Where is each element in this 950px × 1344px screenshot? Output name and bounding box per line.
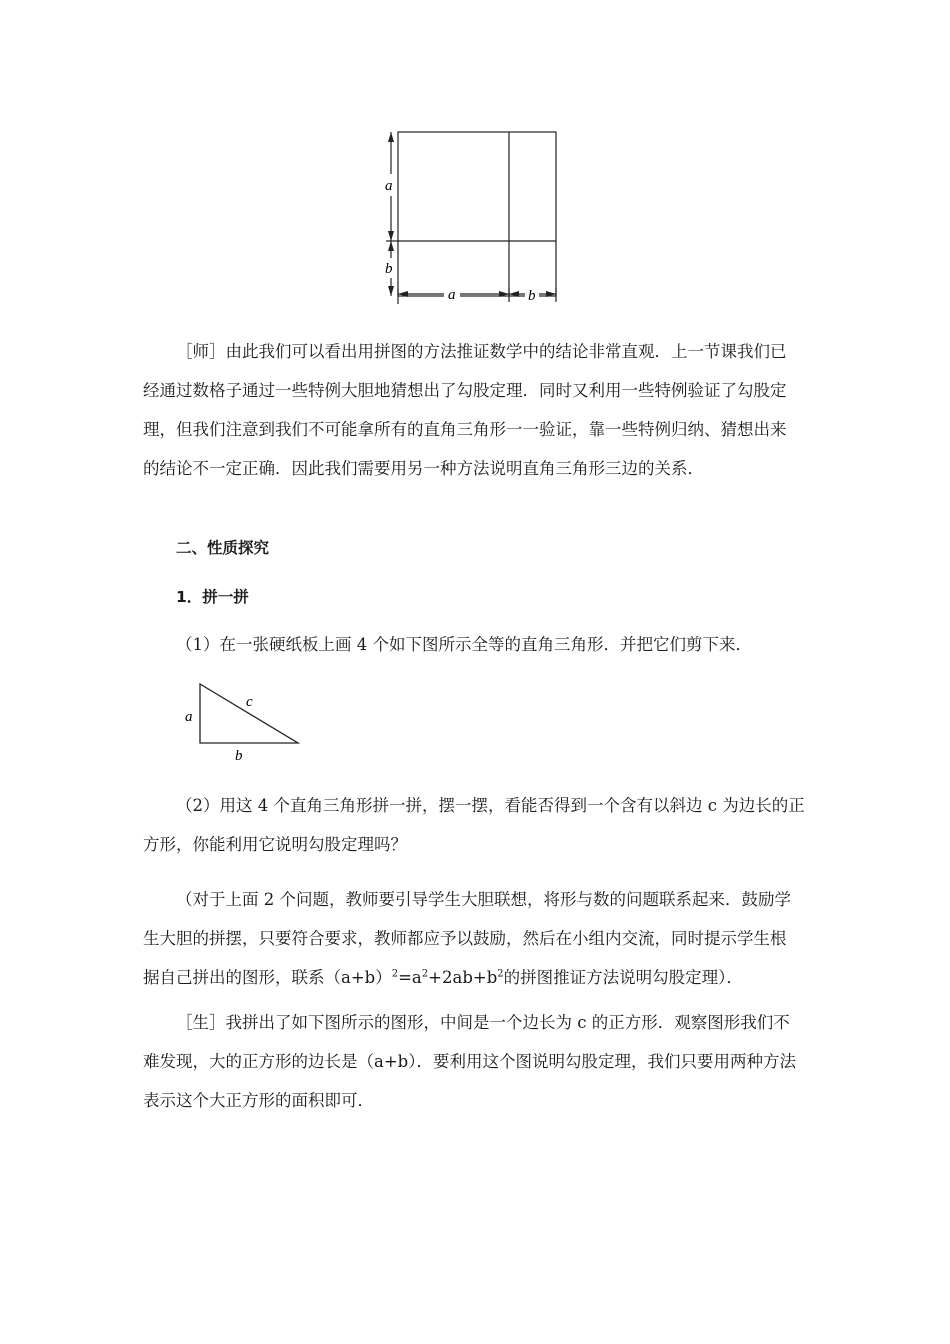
outer-square [398, 132, 556, 296]
teacher-paragraph [143, 332, 811, 488]
student-line: ［生］我拼出了如下图所示的图形，中间是一个边长为 c 的正方形．观察图形我们不 [176, 1013, 790, 1032]
teacher-note [143, 880, 811, 997]
student-line: 难发现，大的正方形的边长是（a+b）．要利用这个图说明勾股定理，我们只要用两种方法 [143, 1052, 796, 1071]
formula-part: =a [398, 968, 422, 987]
student-paragraph [143, 1003, 811, 1120]
label-b-bottom: b [528, 288, 536, 304]
label-a-bottom: a [448, 287, 456, 303]
note-line-formula [110, 958, 811, 997]
step-1-text: （1）在一张硬纸板上画 4 个如下图所示全等的直角三角形．并把它们剪下来． [176, 635, 752, 654]
arrow-up-icon [388, 241, 394, 251]
paragraph-line: ［师］由此我们可以看出用拼图的方法推证数学中的结论非常直观．上一节课我们已 [176, 342, 787, 361]
note-line: 生大胆的拼摆，只要符合要求，教师都应予以鼓励，然后在小组内交流，同时提示学生根 [143, 929, 787, 948]
formula-suffix: 的拼图推证方法说明勾股定理）． [503, 968, 743, 987]
step-2-line: 方形，你能利用它说明勾股定理吗？ [143, 835, 407, 854]
right-triangle [200, 684, 298, 743]
label-a: a [185, 709, 193, 725]
label-b-left: b [385, 261, 393, 277]
superscript: 2 [421, 968, 429, 980]
formula-prefix: 据自己拼出的图形，联系（a+b） [143, 968, 392, 987]
arrow-down-icon [388, 231, 394, 241]
paragraph-line: 的结论不一定正确．因此我们需要用另一种方法说明直角三角形三边的关系． [143, 459, 704, 478]
square-partition-figure [378, 122, 568, 308]
note-line: （对于上面 2 个问题，教师要引导学生大胆联想，将形与数的问题联系起来．鼓励学 [176, 890, 791, 909]
label-b: b [235, 748, 243, 764]
subsection-heading: 1．拼一拼 [176, 588, 249, 606]
right-triangle-figure [180, 678, 310, 768]
label-a-left: a [385, 178, 393, 194]
superscript: 2 [391, 968, 399, 980]
step-2-line: （2）用这 4 个直角三角形拼一拼，摆一摆，看能否得到一个含有以斜边 c 为边长的正 [176, 796, 805, 815]
step-2 [143, 786, 811, 864]
arrow-down-icon [388, 286, 394, 296]
step-1 [143, 625, 811, 664]
superscript: 2 [497, 968, 504, 980]
label-c: c [246, 694, 253, 710]
student-line: 表示这个大正方形的面积即可． [143, 1091, 374, 1110]
formula-part: +2ab+b [428, 968, 498, 987]
paragraph-line: 理，但我们注意到我们不可能拿所有的直角三角形一一验证，靠一些特例归纳、猜想出来 [143, 420, 787, 439]
section-heading: 二、性质探究 [176, 539, 270, 557]
paragraph-line: 经通过数格子通过一些特例大胆地猜想出了勾股定理．同时又利用一些特例验证了勾股定 [143, 381, 787, 400]
arrow-up-icon [388, 132, 394, 142]
